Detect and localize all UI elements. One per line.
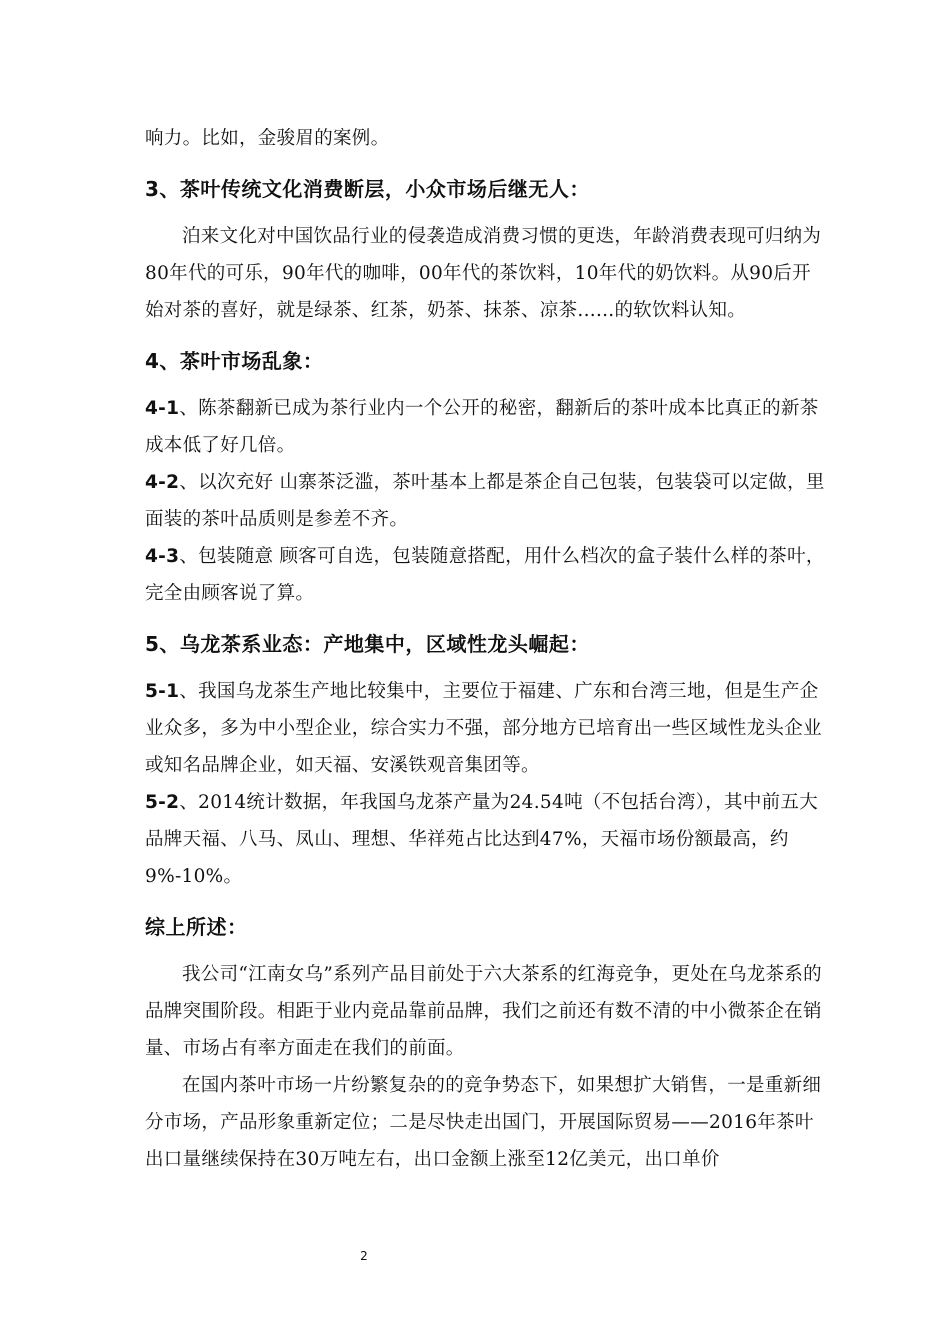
summary-paragraph-1: 我公司“江南女乌”系列产品目前处于六大茶系的红海竞争，更处在乌龙茶系的品牌突围阶段。相距于业内竞品靠前品牌，我们之前还有数不清的中小微茶企在销量、市场占有率方面走在我们的前面。 <box>145 964 822 1059</box>
item-label: 5-2 <box>145 792 180 813</box>
section-4-item-2 <box>145 464 825 538</box>
section-3-paragraph: 泊来文化对中国饮品行业的侵袭造成消费习惯的更迭，年龄消费表现可归纳为80年代的可乐，90年代的咖啡，00年代的茶饮料，10年代的奶饮料。从90后开始对茶的喜好，就是绿茶、红茶，奶茶、抹茶、凉茶......的软饮料认知。 <box>145 226 822 321</box>
summary-heading: 综上所述： <box>145 915 248 939</box>
item-text: 、包装随意 顾客可自选，包装随意搭配，用什么档次的盒子装什么样的茶叶，完全由顾客说了算。 <box>145 546 825 604</box>
page-number: 2 <box>360 1249 368 1263</box>
item-text: 、2014统计数据，年我国乌龙茶产量为24.54吨（不包括台湾），其中前五大品牌天福、八马、凤山、理想、华祥苑占比达到47%，天福市场份额最高，约9%-10%。 <box>145 792 819 887</box>
item-text: 、以次充好 山寨茶泛滥，茶叶基本上都是茶企自己包装，包装袋可以定做，里面装的茶叶品质则是参差不齐。 <box>145 472 825 530</box>
item-label: 4-1 <box>145 398 180 419</box>
item-text: 、陈茶翻新已成为茶行业内一个公开的秘密，翻新后的茶叶成本比真正的新茶成本低了好几倍。 <box>145 398 819 456</box>
item-label: 4-2 <box>145 472 180 493</box>
summary-paragraph-2: 在国内茶叶市场一片纷繁复杂的的竞争势态下，如果想扩大销售，一是重新细分市场，产品形象重新定位；二是尽快走出国门，开展国际贸易——2016年茶叶出口量继续保持在30万吨左右，出口金额上涨至12亿美元，出口单价 <box>145 1075 822 1170</box>
section-4-heading: 4、茶叶市场乱象： <box>145 349 324 373</box>
intro-line: 响力。比如，金骏眉的案例。 <box>145 128 390 149</box>
document-body <box>145 120 825 1178</box>
section-5-item-1 <box>145 673 825 784</box>
section-3-heading: 3、茶叶传统文化消费断层，小众市场后继无人： <box>145 177 590 201</box>
section-4-item-1 <box>145 390 825 464</box>
item-text: 、我国乌龙茶生产地比较集中，主要位于福建、广东和台湾三地，但是生产企业众多，多为中小型企业，综合实力不强，部分地方已培育出一些区域性龙头企业或知名品牌企业，如天福、安溪铁观音集团等。 <box>145 681 822 776</box>
item-label: 5-1 <box>145 681 180 702</box>
item-label: 4-3 <box>145 546 180 567</box>
section-5-heading: 5、乌龙茶系业态：产地集中，区域性龙头崛起： <box>145 632 590 656</box>
section-5-item-2 <box>145 784 825 895</box>
section-4-item-3 <box>145 538 825 612</box>
